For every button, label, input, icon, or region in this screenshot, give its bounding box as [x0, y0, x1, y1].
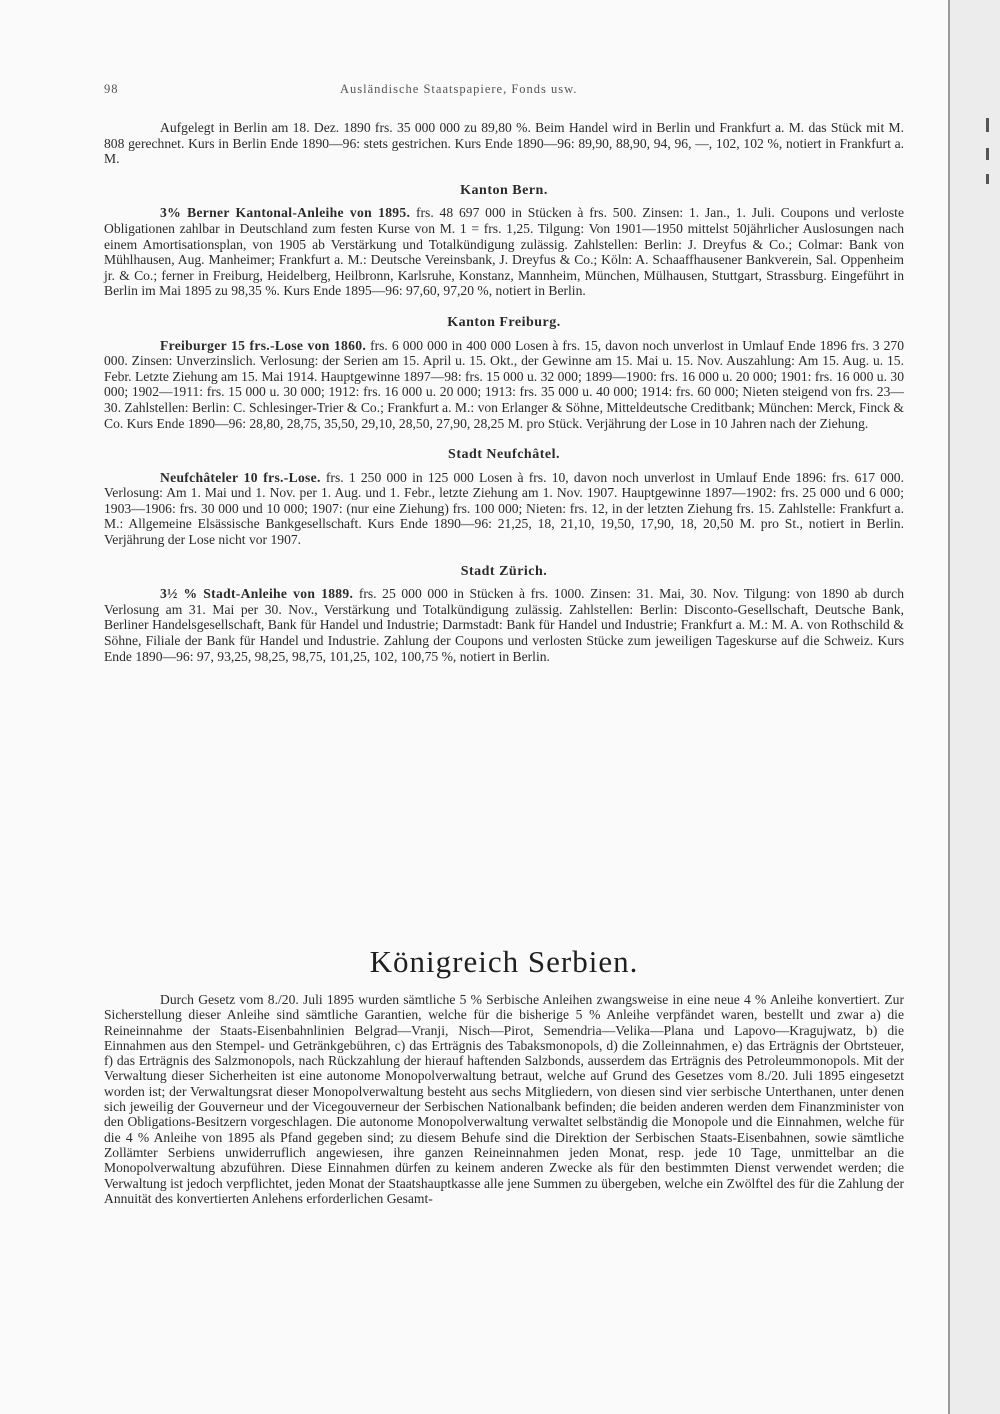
section-paragraph	[104, 205, 904, 299]
entry-text: frs. 1 250 000 in 125 000 Losen à frs. 10, davon noch unverlost in Umlauf Ende 1896: frs. 617 000. Verlosung: Am 1. Mai und 1. Nov. per 1. Aug. und 1. Febr., letzte Ziehung am 1. Nov. 1907. Hauptgewinne 1897—1902: frs. 25 000 und 6 000; 1903—1906: frs. 30 000 und 10 000; 1907: (nur eine Ziehung) frs. 100 000; Nieten: frs. 12, in der letzten Ziehung frs. 15. Zahlstelle: Frankfurt a. M.: Allgemeine Elsässische Bankgesellschaft. Kurs Ende 1890—96: 21,25, 18, 21,10, 19,50, 17,90, 18, 20,50 M. pro St., notiert in Berlin. Verjährung der Lose nicht vor 1907.	[104, 469, 904, 548]
entry-text: frs. 48 697 000 in Stücken à frs. 500. Zinsen: 1. Jan., 1. Juli. Coupons und verloste Obligationen zahlbar in Deutschland zum festen Kurse von M. 1 = frs. 1,25. Tilgung: Von 1901—1950 mittelst 50jährlicher Auslosungen nach einem Amortisationsplan, von 1905 ab Verstärkung und Totalkündigung zulässig. Zahlstellen: Berlin: J. Dreyfus & Co.; Colmar: Bank von Mühlhausen, Aug. Manheimer; Frankfurt a. M.: Deutsche Vereinsbank, J. Dreyfus & Co.; Köln: A. Schaaffhausener Bankverein, Sal. Oppenheim jr. & Co.; ferner in Freiburg, Heidelberg, Heilbronn, Karlsruhe, Konstanz, Mannheim, München, Mülhausen, Stuttgart, Strassburg. Eingeführt in Berlin im Mai 1895 zu 98,35 %. Kurs Ende 1895—96: 97,60, 97,20 %, notiert in Berlin.	[104, 205, 904, 299]
page-number: 98	[104, 82, 119, 96]
bleed-mark	[986, 174, 989, 184]
entry-title: Neufchâteler 10 frs.-Lose.	[160, 469, 321, 485]
entry-title: 3½ % Stadt-Anleihe von 1889.	[160, 586, 354, 602]
scan-border	[948, 0, 1000, 1414]
entry-title: 3% Berner Kantonal-Anleihe von 1895.	[160, 205, 411, 221]
chapter-paragraph: Durch Gesetz vom 8./20. Juli 1895 wurden sämtliche 5 % Serbische Anleihen zwangsweise in eine neue 4 % Anleihe konvertiert. Zur Sicherstellung dieser Anleihe sind sämtliche Garantien, welche für die bisherige 5 % Anleihe verpfändet waren, bestellt und zwar a) die Reineinnahme der Staats-Eisenbahnlinien Belgrad—Vranji, Nisch—Pirot, Semendria—Velika—Plana und Lapovo—Kragujwatz, b) die Einnahmen aus den Stempel- und Getränkgebühren, c) das Erträgnis des Tabaksmonopols, d) die Zolleinnahmen, e) das Erträgnis der Obrtsteuer, f) das Erträgnis des Salzmonopols, nach Rückzahlung der hierauf haftenden Salzbonds, ausserdem das Erträgnis des Petroleummonopols. Mit der Verwaltung dieser Sicherheiten ist eine autonome Monopolverwaltung betraut, welche auf Grund des Gesetzes vom 8./20. Juli 1895 eingesetzt worden ist; der Verwaltungsrat dieser Monopolverwaltung besteht aus sechs Mitgliedern, von diesen sind vier serbische Unterthanen, unter denen sich jeweilig der Gouverneur und der Vicegouverneur der Serbischen Nationalbank befinden; die beiden anderen werden dem Finanzminister von den Obligations-Besitzern vorgeschlagen. Die autonome Monopolverwaltung verwaltet selbständig die Monopole und die Einnahmen, welche für die 4 % Anleihe von 1895 als Pfand gegeben sind; zu diesem Behufe sind die Direktion der Serbischen Staats-Eisenbahnen, sowie sämtliche Zollämter Serbiens unwiderruflich angewiesen, ihre ganzen Reineinnahmen jeden Monat, resp. jede 10 Tage, unmittelbar an die Monopolverwaltung abzuführen. Diese Einnahmen dürfen zu keinem anderen Zwecke als für den bestimmten Dienst verwendet werden; die Verwaltung ist jedoch verpflichtet, jeden Monat der Staatshauptkasse alle jene Summen zu übergeben, welche ein Zwölftel des für die Zahlung der Annuität des konvertierten Anlehens erforderlichen Gesamt-	[104, 992, 904, 1206]
section-heading: Kanton Freiburg.	[447, 314, 561, 330]
bleed-mark	[986, 148, 989, 160]
page-edge	[948, 0, 950, 1414]
intro-paragraph: Aufgelegt in Berlin am 18. Dez. 1890 frs. 35 000 000 zu 89,80 %. Beim Handel wird in Berlin und Frankfurt a. M. das Stück mit M. 808 gerechnet. Kurs in Berlin Ende 1890—96: stets gestrichen. Kurs Ende 1890—96: 89,90, 88,90, 94, 96, —, 102, 102 %, notiert in Frankfurt a. M.	[104, 120, 904, 167]
entry-text: frs. 25 000 000 in Stücken à frs. 1000. Zinsen: 31. Mai, 30. Nov. Tilgung: von 1890 ab durch Verlosung am 31. Mai per 30. Nov., Verstärkung und Totalkündigung zulässig. Zahlstellen: Berlin: Disconto-Gesellschaft, Deutsche Bank, Berliner Handelsgesellschaft, Bank für Handel und Industrie; Darmstadt: Bank für Handel und Industrie; Frankfurt a. M.: M. A. von Rothschild & Söhne, Filiale der Bank für Handel und Industrie. Zahlung der Coupons und verlosten Stücke zum jeweiligen Tageskurse auf die Schweiz. Kurs Ende 1890—96: 97, 93,25, 98,25, 98,75, 101,25, 102, 100,75 %, notiert in Berlin.	[104, 586, 905, 664]
main-text	[104, 120, 904, 664]
section-heading: Stadt Zürich.	[460, 563, 548, 579]
section-heading: Stadt Neufchâtel.	[448, 447, 560, 463]
chapter-title: Königreich Serbien.	[369, 944, 639, 979]
section-paragraph	[104, 586, 904, 664]
entry-title: Freiburger 15 frs.-Lose von 1860.	[160, 337, 367, 353]
running-title: Ausländische Staatspapiere, Fonds usw.	[340, 82, 578, 96]
chapter-text	[104, 992, 904, 1206]
running-header	[104, 82, 904, 104]
bleed-mark	[986, 118, 989, 132]
section-heading: Kanton Bern.	[460, 182, 548, 198]
entry-text: frs. 6 000 000 in 400 000 Losen à frs. 15, davon noch unverlost in Umlauf Ende 1896 frs. 3 270 000. Zinsen: Unverzinslich. Verlosung: der Serien am 15. April u. 15. Okt., der Gewinne am 15. Mai u. 15. Nov. Auszahlung: Am 15. Aug. u. 15. Febr. Letzte Ziehung am 15. Mai 1914. Hauptgewinne 1897—98: frs. 15 000 u. 32 000; 1899—1900: frs. 16 000 u. 20 000; 1901: frs. 16 000 u. 30 000; 1902—1911: frs. 15 000 u. 30 000; 1912: frs. 16 000 u. 20 000; 1913: frs. 35 000 u. 40 000; 1914: frs. 60 000; Nieten steigend von frs. 23—30. Zahlstellen: Berlin: C. Schlesinger-Trier & Co.; Frankfurt a. M.: von Erlanger & Söhne, Mitteldeutsche Creditbank; München: Merck, Finck & Co. Kurs Ende 1890—96: 28,80, 28,75, 35,50, 29,10, 28,50, 27,90, 28,25 M. pro Stück. Verjährung der Lose in 10 Jahren nach der Ziehung.	[104, 337, 904, 431]
section-paragraph	[104, 338, 904, 432]
section-paragraph	[104, 470, 904, 548]
